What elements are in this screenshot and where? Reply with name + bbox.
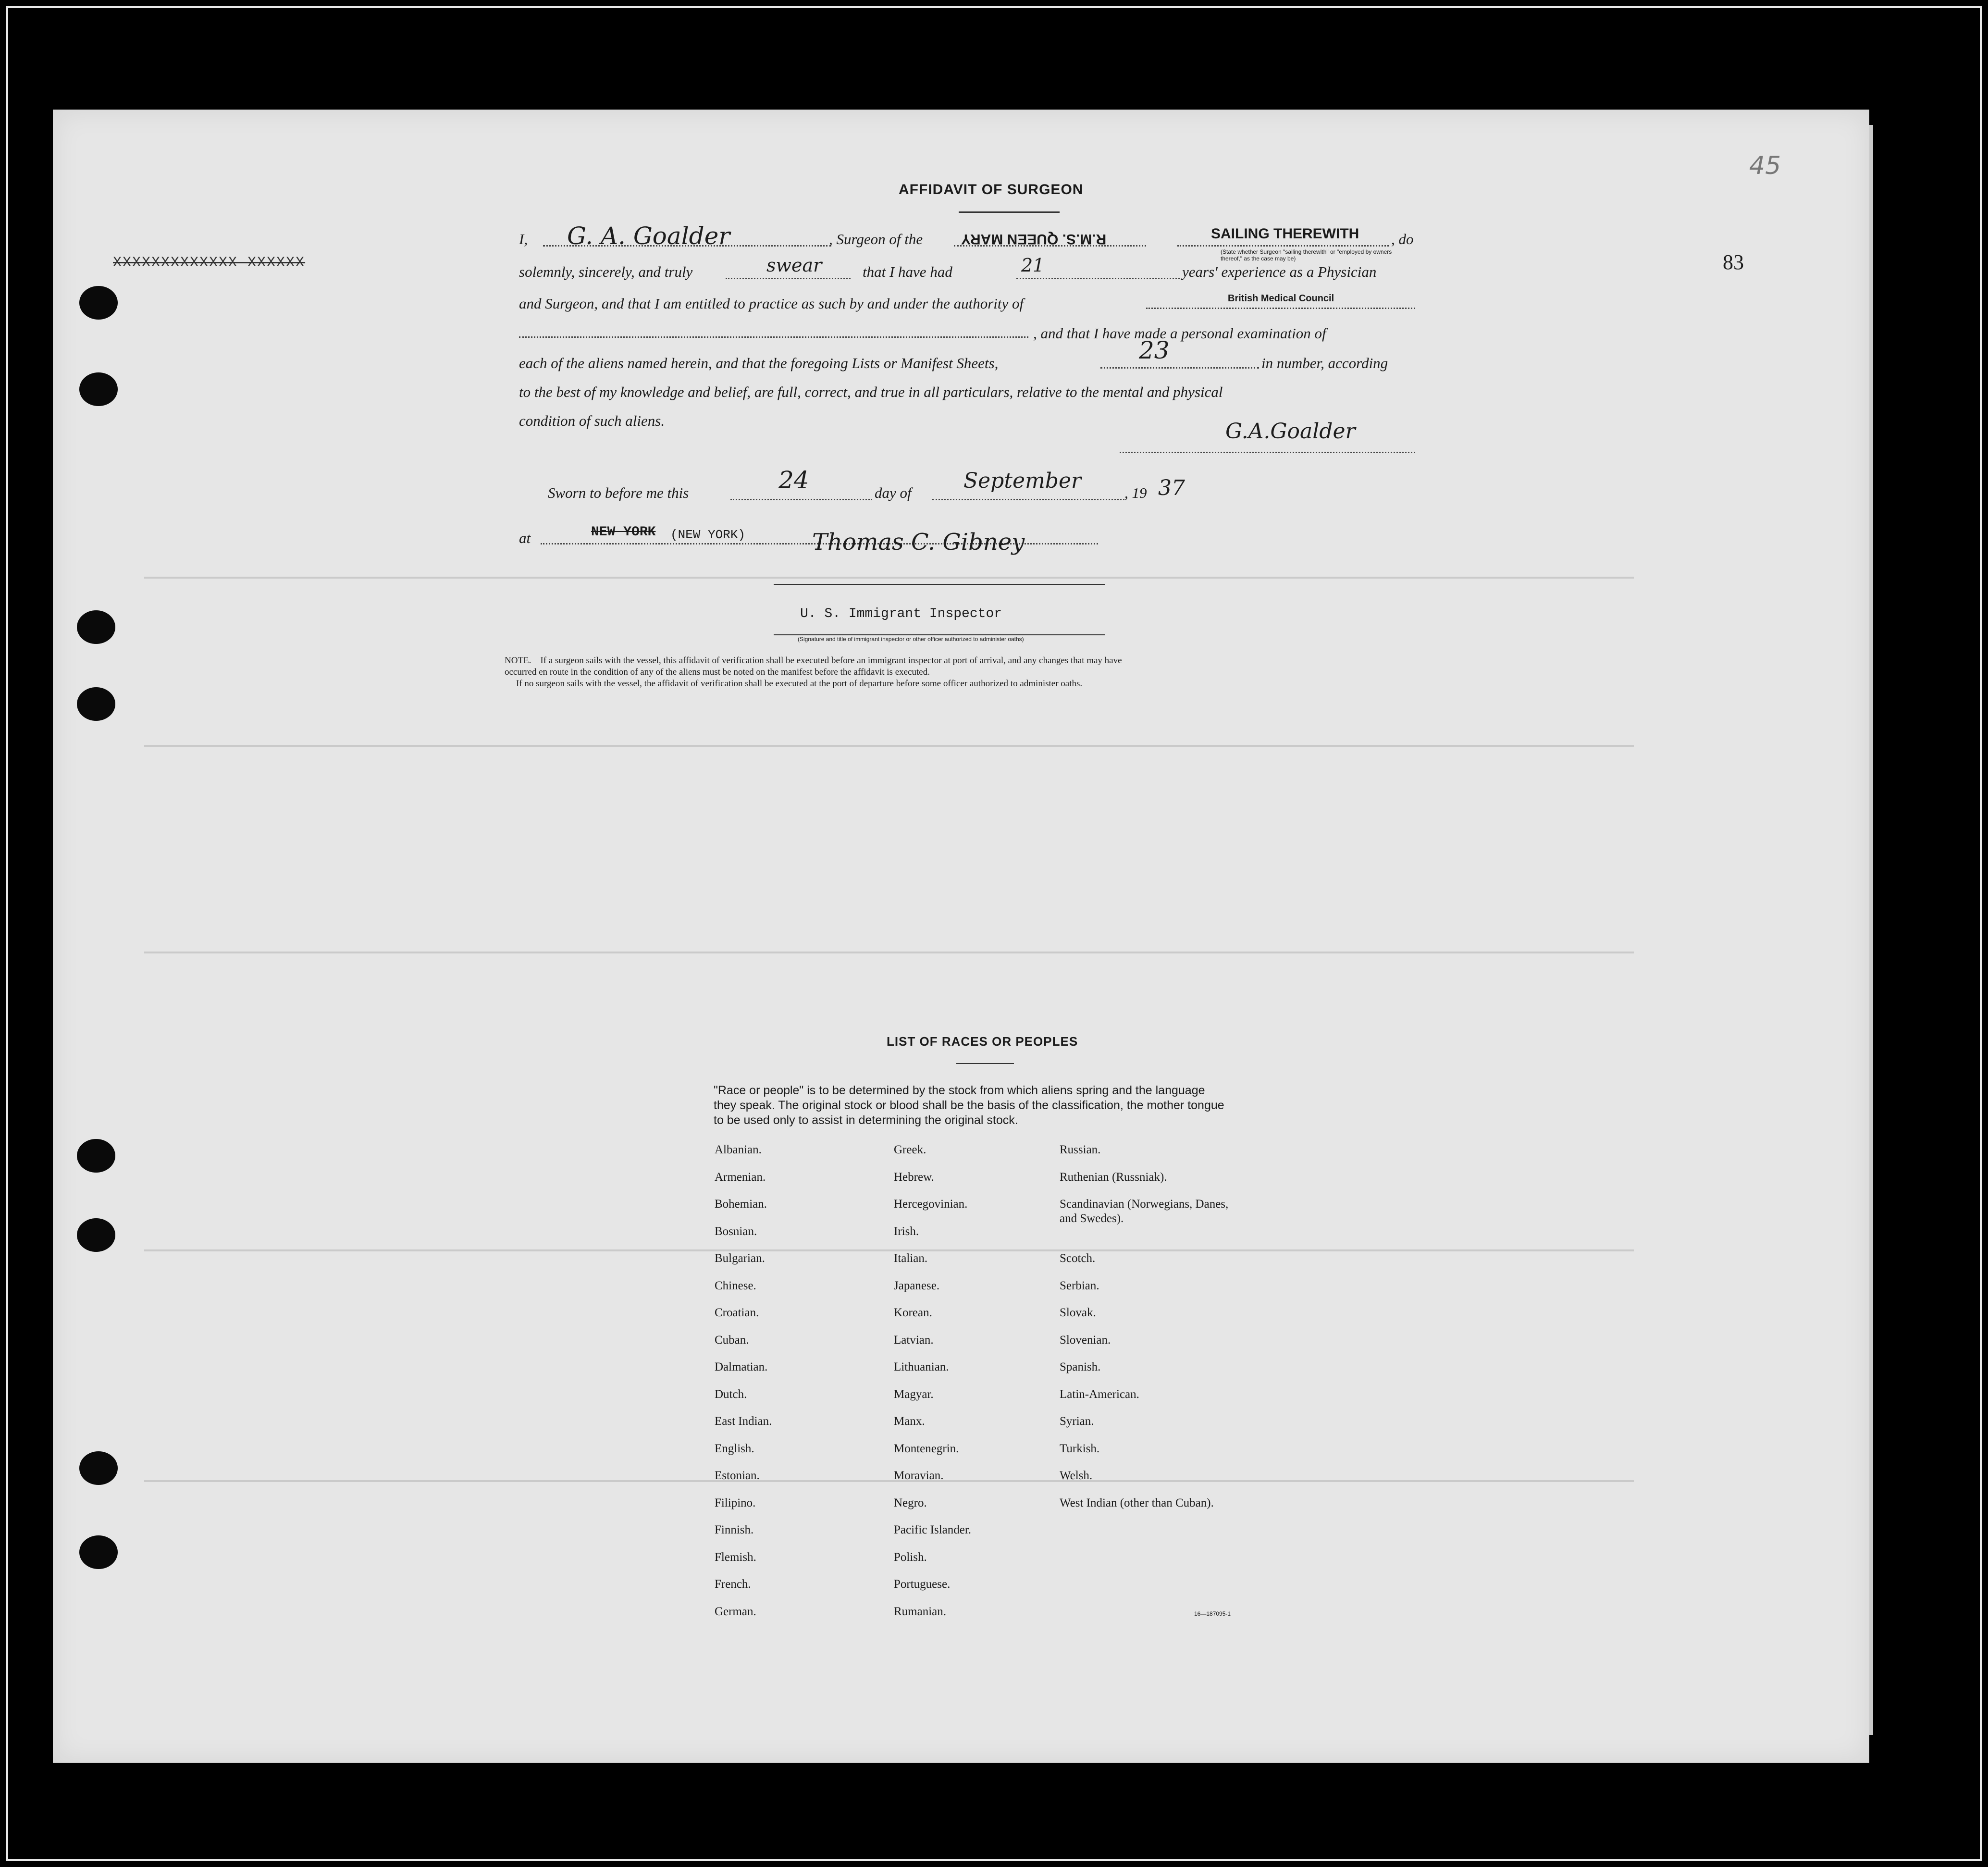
race-item: Dalmatian. xyxy=(715,1360,768,1373)
race-item: Welsh. xyxy=(1060,1469,1093,1482)
ship-name: R.M.S. QUEEN MARY xyxy=(961,231,1107,247)
punch-hole xyxy=(77,610,115,644)
capacity-field xyxy=(1177,245,1389,247)
officer-signature-line xyxy=(774,584,1105,585)
authority-value: British Medical Council xyxy=(1228,293,1334,304)
place-name: (NEW YORK) xyxy=(670,528,746,542)
races-column-3 xyxy=(1060,1143,1233,1510)
race-item: Irish. xyxy=(894,1224,919,1238)
race-item: Bulgarian. xyxy=(715,1252,765,1265)
punch-hole xyxy=(79,1451,118,1485)
affidavit-title: AFFIDAVIT OF SURGEON xyxy=(899,182,1084,198)
race-item: Portuguese. xyxy=(894,1578,951,1591)
bleed-through-line xyxy=(144,1480,1634,1482)
race-item: Italian. xyxy=(894,1252,928,1265)
title-rule xyxy=(959,211,1060,213)
in-number-text: in number, according xyxy=(1261,355,1388,371)
officer-caption: (Signature and title of immigrant inspector or other officer authorized to administer oaths) xyxy=(798,636,1024,643)
race-item: Scotch. xyxy=(1060,1252,1096,1265)
race-item: Latvian. xyxy=(894,1333,934,1347)
solemnly-text: solemnly, sincerely, and truly xyxy=(519,263,693,280)
bleed-through-line xyxy=(144,745,1634,747)
races-intro: "Race or people" is to be determined by the stock from which aliens spring and the language they speak. The original stock or blood shall be the basis of the classification, the mother tongue to be used only to assist in determining the original stock. xyxy=(714,1084,1224,1127)
punch-hole xyxy=(79,286,118,320)
month-field xyxy=(932,499,1124,500)
race-item: Chinese. xyxy=(715,1279,756,1292)
page-number: 83 xyxy=(1723,250,1744,274)
years-value: 21 xyxy=(1021,255,1045,276)
bleed-through-line xyxy=(144,1249,1634,1251)
form-code: 16—187095-1 xyxy=(1194,1610,1231,1617)
race-item: Estonian. xyxy=(715,1469,760,1482)
race-item: Greek. xyxy=(894,1143,926,1156)
manifest-text: each of the aliens named herein, and that the foregoing Lists or Manifest Sheets, xyxy=(519,355,999,371)
punch-hole xyxy=(77,1218,115,1252)
race-item: Ruthenian (Russniak). xyxy=(1060,1170,1167,1184)
bleed-through-line xyxy=(144,952,1634,953)
race-item: Flemish. xyxy=(715,1550,756,1564)
race-item: Manx. xyxy=(894,1415,925,1428)
race-item: Slovenian. xyxy=(1060,1333,1111,1347)
race-item: Bohemian. xyxy=(715,1198,767,1211)
authority-text: and Surgeon, and that I am entitled to practice as such by and under the authority of xyxy=(519,295,1024,312)
race-item: Cuban. xyxy=(715,1333,749,1347)
condition-text: condition of such aliens. xyxy=(519,412,665,429)
punch-hole xyxy=(79,372,118,406)
races-title: LIST OF RACES OR PEOPLES xyxy=(887,1034,1078,1049)
years-experience-text: years' experience as a Physician xyxy=(1182,263,1377,280)
at-text: at xyxy=(519,530,531,546)
authority-continuation-field xyxy=(519,336,1028,338)
signature-line xyxy=(1120,452,1415,453)
corner-mark: 45 xyxy=(1749,151,1781,180)
race-item: Dutch. xyxy=(715,1387,747,1401)
race-item: Moravian. xyxy=(894,1469,944,1482)
race-item: Russian. xyxy=(1060,1143,1101,1156)
race-item: Slovak. xyxy=(1060,1306,1096,1319)
personal-exam-text: , and that I have made a personal examination of xyxy=(1033,325,1326,342)
sworn-year: 37 xyxy=(1158,476,1185,500)
race-item: Spanish. xyxy=(1060,1360,1101,1373)
race-item: Armenian. xyxy=(715,1170,766,1184)
race-item: English. xyxy=(715,1442,754,1455)
races-title-rule xyxy=(956,1063,1014,1064)
race-item: Hebrew. xyxy=(894,1170,934,1184)
knowledge-text: to the best of my knowledge and belief, are full, correct, and true in all particulars, relative to the mental and physical xyxy=(519,383,1223,400)
sheets-field xyxy=(1100,367,1259,369)
race-item: Japanese. xyxy=(894,1279,940,1292)
race-item: Bosnian. xyxy=(715,1224,757,1238)
note-line: NOTE.—If a surgeon sails with the vessel, this affidavit of verification shall be executed before an immigrant inspector at port of arrival, and any changes that may have xyxy=(505,655,1122,666)
bleed-through-line xyxy=(144,577,1634,579)
officer-title: U. S. Immigrant Inspector xyxy=(800,606,1002,621)
race-item: Finnish. xyxy=(715,1523,754,1536)
race-item: Turkish. xyxy=(1060,1442,1100,1455)
race-item: East Indian. xyxy=(715,1415,772,1428)
word-i: I, xyxy=(519,231,528,247)
authority-field xyxy=(1146,308,1415,309)
race-item: Negro. xyxy=(894,1496,927,1509)
surgeon-signature: G.A.Goalder xyxy=(1225,419,1356,444)
race-item: Albanian. xyxy=(715,1143,762,1156)
year-prefix: , 19 xyxy=(1124,484,1147,501)
officer-title-line xyxy=(774,634,1105,635)
sworn-month: September xyxy=(963,469,1082,493)
oath-field xyxy=(726,278,851,279)
years-field xyxy=(1016,278,1180,279)
day-of-text: day of xyxy=(875,484,912,501)
page-edge xyxy=(1869,125,1873,1735)
punch-hole xyxy=(79,1535,118,1569)
race-item: German. xyxy=(715,1605,756,1618)
place-struck: NEW YORK xyxy=(591,525,656,540)
have-had-text: that I have had xyxy=(863,263,952,280)
race-item: Rumanian. xyxy=(894,1605,947,1618)
surgeon-of-text: , Surgeon of the xyxy=(829,231,923,247)
surgeon-name: G. A. Goalder xyxy=(567,222,730,250)
race-item: Korean. xyxy=(894,1306,932,1319)
race-item: Serbian. xyxy=(1060,1279,1099,1292)
race-item: Pacific Islander. xyxy=(894,1523,972,1536)
race-item: West Indian (other than Cuban). xyxy=(1060,1496,1214,1509)
race-item: Syrian. xyxy=(1060,1415,1094,1428)
sheets-count: 23 xyxy=(1139,336,1170,364)
day-field xyxy=(730,499,872,500)
races-column-1 xyxy=(715,1143,772,1632)
race-item: Croatian. xyxy=(715,1306,759,1319)
sworn-text: Sworn to before me this xyxy=(548,484,689,501)
race-item: Filipino. xyxy=(715,1496,756,1509)
note-block xyxy=(505,655,1355,690)
race-item: Latin-American. xyxy=(1060,1387,1139,1401)
punch-hole xyxy=(77,1139,115,1173)
do-text: , do xyxy=(1391,231,1414,247)
race-item: Lithuanian. xyxy=(894,1360,949,1373)
officer-signature: Thomas C. Gibney xyxy=(812,529,1025,556)
race-item: French. xyxy=(715,1578,751,1591)
note-line: occurred en route in the condition of any of the aliens must be noted on the manifest before the affidavit is executed. xyxy=(505,667,930,677)
race-item: Magyar. xyxy=(894,1387,934,1401)
race-item: Scandinavian (Norwegians, Danes, and Swedes). xyxy=(1060,1198,1229,1225)
capacity-note: (State whether Surgeon "sailing therewith" or "employed by owners thereof," as the case may be) xyxy=(1221,248,1392,262)
race-item: Montenegrin. xyxy=(894,1442,959,1455)
punch-hole xyxy=(77,687,115,721)
note-line: If no surgeon sails with the vessel, the affidavit of verification shall be executed at the port of departure before some officer authorized to administer oaths. xyxy=(516,679,1083,689)
capacity: SAILING THEREWITH xyxy=(1211,226,1359,242)
oath-word: swear xyxy=(766,255,822,276)
race-item: Hercegovinian. xyxy=(894,1198,968,1211)
sworn-day: 24 xyxy=(778,466,809,494)
struck-text: XXXXXXXXXXXXX XXXXXX xyxy=(113,255,306,271)
races-column-2 xyxy=(894,1143,971,1632)
race-item: Polish. xyxy=(894,1550,927,1564)
